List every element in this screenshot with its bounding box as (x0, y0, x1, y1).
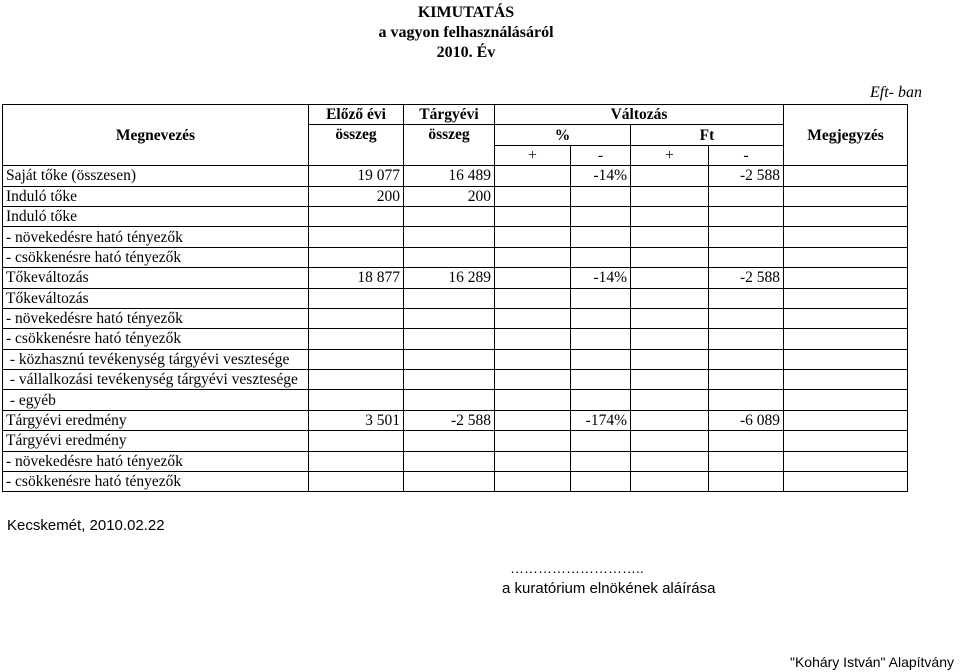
row-ft-plus-cell (631, 431, 709, 451)
row-curr-cell (404, 431, 495, 451)
header-prev-1: Előző évi (309, 105, 404, 125)
row-note-cell (784, 370, 908, 390)
row-curr-cell: 16 489 (404, 166, 495, 186)
row-curr-cell (404, 390, 495, 410)
row-note-cell (784, 268, 908, 288)
row-ft-plus-cell (631, 410, 709, 430)
table-row (3, 186, 908, 206)
row-ft-plus-cell (631, 329, 709, 349)
row-pct-plus-cell (495, 431, 571, 451)
row-pct-minus-cell: -174% (571, 410, 631, 430)
row-pct-minus-cell (571, 390, 631, 410)
table-row (3, 308, 908, 328)
table-row (3, 166, 908, 186)
report-subtitle: a vagyon felhasználásáról (378, 24, 554, 41)
row-curr-cell (404, 451, 495, 471)
signature-line: ……………………….. (510, 560, 644, 576)
row-note-cell (784, 288, 908, 308)
report-title: KIMUTATÁS (417, 4, 515, 21)
table-row (3, 349, 908, 369)
row-prev-cell (309, 349, 404, 369)
row-note-cell (784, 390, 908, 410)
row-pct-minus-cell (571, 227, 631, 247)
row-note-cell (784, 166, 908, 186)
report-year: 2010. Év (436, 44, 496, 61)
row-curr-cell (404, 349, 495, 369)
row-curr-cell (404, 370, 495, 390)
row-prev-cell (309, 308, 404, 328)
header-ft: Ft (631, 125, 784, 145)
row-curr-cell (404, 472, 495, 492)
header-prev-2: összeg (309, 125, 404, 166)
row-pct-minus-cell (571, 472, 631, 492)
row-ft-minus-cell: -2 588 (709, 166, 784, 186)
row-ft-minus-cell (709, 227, 784, 247)
row-prev-cell: 19 077 (309, 166, 404, 186)
row-ft-minus-cell (709, 431, 784, 451)
row-curr-cell (404, 329, 495, 349)
signature-label: a kuratórium elnökének aláírása (502, 580, 716, 597)
header-pct: % (495, 125, 631, 145)
unit-label: Eft- ban (870, 84, 922, 101)
header-curr-1: Tárgyévi (404, 105, 495, 125)
row-pct-minus-cell (571, 451, 631, 471)
row-ft-plus-cell (631, 349, 709, 369)
row-prev-cell (309, 206, 404, 226)
row-name-cell: - csökkenésre ható tényezők (3, 472, 309, 492)
row-pct-minus-cell (571, 247, 631, 267)
row-ft-minus-cell: -6 089 (709, 410, 784, 430)
row-name-cell: - egyéb (3, 390, 309, 410)
row-pct-plus-cell (495, 308, 571, 328)
row-name-cell: Tárgyévi eredmény (3, 410, 309, 430)
row-ft-plus-cell (631, 247, 709, 267)
place-date: Kecskemét, 2010.02.22 (7, 517, 165, 534)
row-note-cell (784, 247, 908, 267)
row-pct-minus-cell (571, 329, 631, 349)
row-note-cell (784, 329, 908, 349)
header-ft-plus: + (631, 145, 709, 165)
row-prev-cell (309, 370, 404, 390)
row-curr-cell (404, 206, 495, 226)
row-note-cell (784, 472, 908, 492)
row-name-cell: Saját tőke (összesen) (3, 166, 309, 186)
row-curr-cell: -2 588 (404, 410, 495, 430)
table-row (3, 410, 908, 430)
header-note: Megjegyzés (784, 105, 908, 166)
row-prev-cell (309, 451, 404, 471)
row-ft-plus-cell (631, 390, 709, 410)
table-row (3, 288, 908, 308)
row-name-cell: - csökkenésre ható tényezők (3, 247, 309, 267)
row-note-cell (784, 451, 908, 471)
table-row (3, 227, 908, 247)
row-prev-cell: 200 (309, 186, 404, 206)
table-row (3, 329, 908, 349)
table-row (3, 370, 908, 390)
row-pct-plus-cell (495, 370, 571, 390)
row-prev-cell: 3 501 (309, 410, 404, 430)
table-row (3, 206, 908, 226)
row-pct-minus-cell (571, 431, 631, 451)
row-note-cell (784, 410, 908, 430)
row-ft-minus-cell (709, 472, 784, 492)
row-ft-plus-cell (631, 370, 709, 390)
row-pct-plus-cell (495, 206, 571, 226)
row-name-cell: - növekedésre ható tényezők (3, 308, 309, 328)
row-pct-minus-cell: -14% (571, 268, 631, 288)
row-ft-minus-cell (709, 349, 784, 369)
row-pct-plus-cell (495, 349, 571, 369)
row-pct-plus-cell (495, 390, 571, 410)
row-pct-plus-cell (495, 410, 571, 430)
row-pct-minus-cell (571, 370, 631, 390)
row-ft-minus-cell (709, 329, 784, 349)
row-curr-cell (404, 227, 495, 247)
row-name-cell: Tárgyévi eredmény (3, 431, 309, 451)
row-prev-cell (309, 288, 404, 308)
row-ft-plus-cell (631, 206, 709, 226)
row-curr-cell: 200 (404, 186, 495, 206)
row-ft-minus-cell (709, 186, 784, 206)
row-prev-cell (309, 431, 404, 451)
row-prev-cell (309, 472, 404, 492)
row-note-cell (784, 227, 908, 247)
row-name-cell: Tőkeváltozás (3, 268, 309, 288)
row-curr-cell (404, 247, 495, 267)
row-pct-minus-cell (571, 206, 631, 226)
row-pct-plus-cell (495, 186, 571, 206)
row-ft-minus-cell (709, 308, 784, 328)
row-curr-cell (404, 288, 495, 308)
row-ft-plus-cell (631, 472, 709, 492)
row-ft-plus-cell (631, 186, 709, 206)
header-pct-plus: + (495, 145, 571, 165)
row-pct-plus-cell (495, 166, 571, 186)
row-curr-cell (404, 308, 495, 328)
row-ft-plus-cell (631, 268, 709, 288)
row-curr-cell: 16 289 (404, 268, 495, 288)
row-name-cell: Induló tőke (3, 186, 309, 206)
header-curr-2: összeg (404, 125, 495, 166)
row-note-cell (784, 206, 908, 226)
row-ft-plus-cell (631, 308, 709, 328)
row-pct-plus-cell (495, 227, 571, 247)
row-prev-cell (309, 390, 404, 410)
row-ft-minus-cell (709, 390, 784, 410)
organization-name: "Koháry István" Alapítvány (789, 654, 954, 670)
table-row (3, 247, 908, 267)
row-pct-minus-cell (571, 308, 631, 328)
row-prev-cell (309, 227, 404, 247)
report-table (2, 104, 908, 492)
row-note-cell (784, 308, 908, 328)
row-note-cell (784, 349, 908, 369)
header-ft-minus: - (709, 145, 784, 165)
row-name-cell: - növekedésre ható tényezők (3, 227, 309, 247)
row-pct-plus-cell (495, 451, 571, 471)
header-name: Megnevezés (3, 105, 309, 166)
row-pct-plus-cell (495, 472, 571, 492)
row-ft-minus-cell (709, 288, 784, 308)
row-pct-plus-cell (495, 288, 571, 308)
row-note-cell (784, 431, 908, 451)
row-prev-cell: 18 877 (309, 268, 404, 288)
row-pct-minus-cell (571, 288, 631, 308)
row-name-cell: Tőkeváltozás (3, 288, 309, 308)
row-name-cell: - közhasznú tevékenység tárgyévi vesztesége (3, 349, 309, 369)
row-pct-minus-cell (571, 186, 631, 206)
row-name-cell: - csökkenésre ható tényezők (3, 329, 309, 349)
row-pct-plus-cell (495, 329, 571, 349)
row-ft-minus-cell (709, 247, 784, 267)
table-row (3, 431, 908, 451)
row-ft-minus-cell (709, 370, 784, 390)
row-ft-minus-cell (709, 451, 784, 471)
header-pct-minus: - (571, 145, 631, 165)
row-name-cell: Induló tőke (3, 206, 309, 226)
table-row (3, 390, 908, 410)
header-change: Változás (495, 105, 784, 125)
row-note-cell (784, 186, 908, 206)
row-ft-minus-cell (709, 206, 784, 226)
row-name-cell: - növekedésre ható tényezők (3, 451, 309, 471)
row-ft-plus-cell (631, 288, 709, 308)
row-pct-minus-cell: -14% (571, 166, 631, 186)
row-ft-plus-cell (631, 227, 709, 247)
row-ft-minus-cell: -2 588 (709, 268, 784, 288)
table-row (3, 268, 908, 288)
row-name-cell: - vállalkozási tevékenység tárgyévi vesztesége (3, 370, 309, 390)
row-pct-plus-cell (495, 268, 571, 288)
row-prev-cell (309, 329, 404, 349)
table-row (3, 472, 908, 492)
row-pct-minus-cell (571, 349, 631, 369)
row-prev-cell (309, 247, 404, 267)
row-ft-plus-cell (631, 451, 709, 471)
table-row (3, 451, 908, 471)
row-ft-plus-cell (631, 166, 709, 186)
row-pct-plus-cell (495, 247, 571, 267)
